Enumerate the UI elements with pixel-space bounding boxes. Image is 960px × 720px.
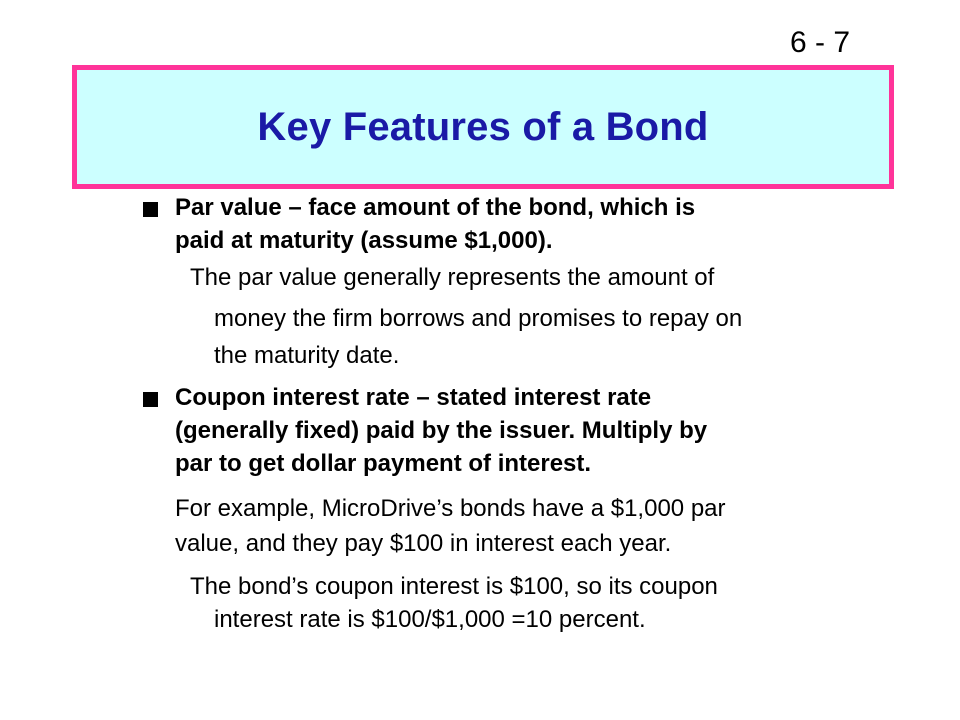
bullet-1-heading-line-2: paid at maturity (assume $1,000).: [175, 227, 553, 254]
slide-number: 6 - 7: [790, 26, 851, 59]
bullet-2-detail-line-2: interest rate is $100/$1,000 =10 percent.: [214, 606, 646, 633]
bullet-2-heading-line-3: par to get dollar payment of interest.: [175, 450, 592, 477]
bullet-1-heading-line-1: Par value – face amount of the bond, which is: [175, 194, 696, 221]
bullet-1-detail-line-3: the maturity date.: [214, 342, 400, 369]
slide-title: Key Features of a Bond: [257, 104, 709, 149]
bullet-1-detail-line-2: money the firm borrows and promises to repay on: [214, 305, 743, 332]
bullet-2-example-line-1: For example, MicroDrive’s bonds have a $1,000 par: [175, 495, 726, 522]
bullet-square-icon: [143, 392, 158, 407]
title-box: [72, 65, 894, 189]
bullet-2-example-line-2: value, and they pay $100 in interest each year.: [175, 530, 672, 557]
bullet-square-icon: [143, 202, 158, 217]
bullet-2-heading-line-2: (generally fixed) paid by the issuer. Multiply by: [175, 417, 708, 444]
bullet-2-detail-line-1: The bond’s coupon interest is $100, so its coupon: [190, 573, 718, 600]
bullet-1-detail-line-1: The par value generally represents the amount of: [190, 264, 715, 291]
bullet-2-heading-line-1: Coupon interest rate – stated interest rate: [175, 384, 652, 411]
